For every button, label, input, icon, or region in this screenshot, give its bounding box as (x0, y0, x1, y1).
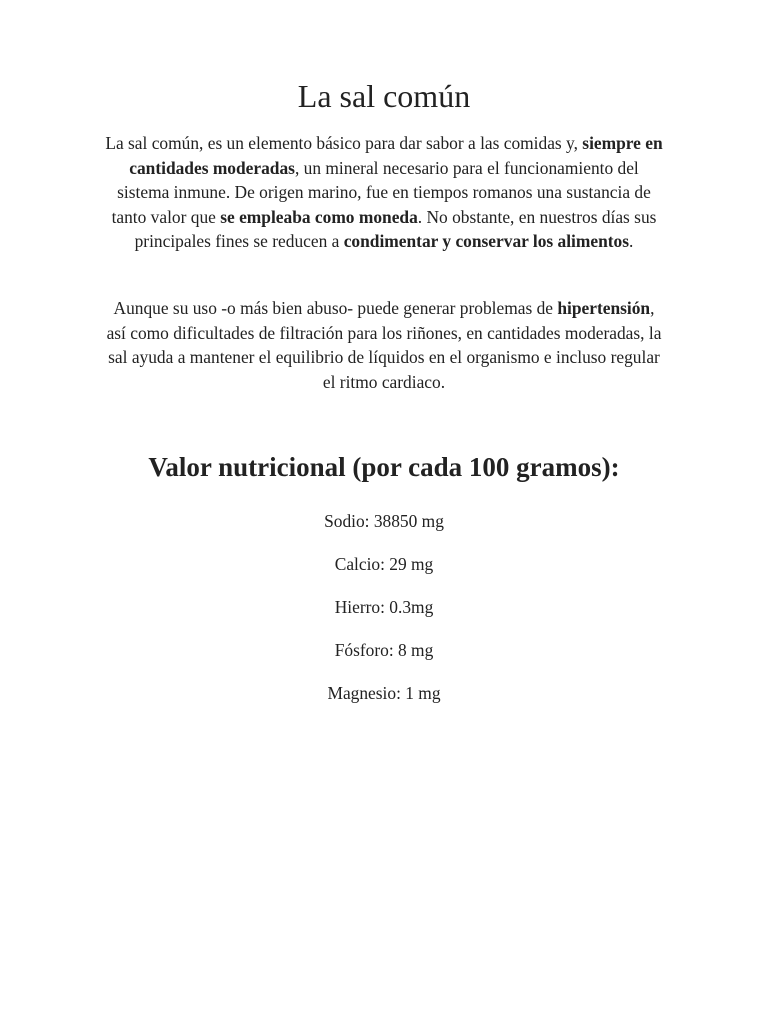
paragraph-text: . (629, 231, 634, 252)
page-title: La sal común (297, 78, 471, 114)
nutrient-sodium: Sodio: 38850 mg (324, 511, 444, 531)
emphasis-text: siempre en cantidades moderadas (129, 133, 663, 178)
emphasis-text: se empleaba como moneda (220, 206, 418, 227)
emphasis-text: hipertensión (557, 298, 651, 318)
emphasis-text: condimentar y conservar los alimentos (343, 231, 630, 252)
nutrition-heading: Valor nutricional (por cada 100 gramos): (148, 452, 620, 482)
nutrient-calcium: Calcio: 29 mg (334, 554, 434, 574)
nutrient-phosphorus: Fósforo: 8 mg (334, 640, 434, 660)
paragraph-text: La sal común, es un elemento básico para dar sabor a las comidas y, (105, 133, 583, 153)
paragraph-text: , un mineral necesario para el funcionamiento del sistema inmune. De origen marino, fue en tiempos romanos una sustancia de tanto valor que (111, 157, 651, 227)
health-paragraph (104, 296, 664, 394)
nutrient-magnesium: Magnesio: 1 mg (327, 683, 441, 703)
paragraph-text: . No obstante, en nuestros días sus principales fines se reducen a (134, 206, 657, 252)
nutrient-list (0, 508, 768, 723)
paragraph-text: Aunque su uso -o más bien abuso- puede generar problemas de (113, 298, 558, 318)
nutrient-iron: Hierro: 0.3mg (334, 597, 434, 617)
paragraph-text: , así como dificultades de filtración para los riñones, en cantidades moderadas, la sal ayuda a mantener el equilibrio de líquidos en el organismo e incluso regular el ritmo cardiaco. (106, 298, 662, 392)
intro-paragraph (104, 131, 664, 254)
